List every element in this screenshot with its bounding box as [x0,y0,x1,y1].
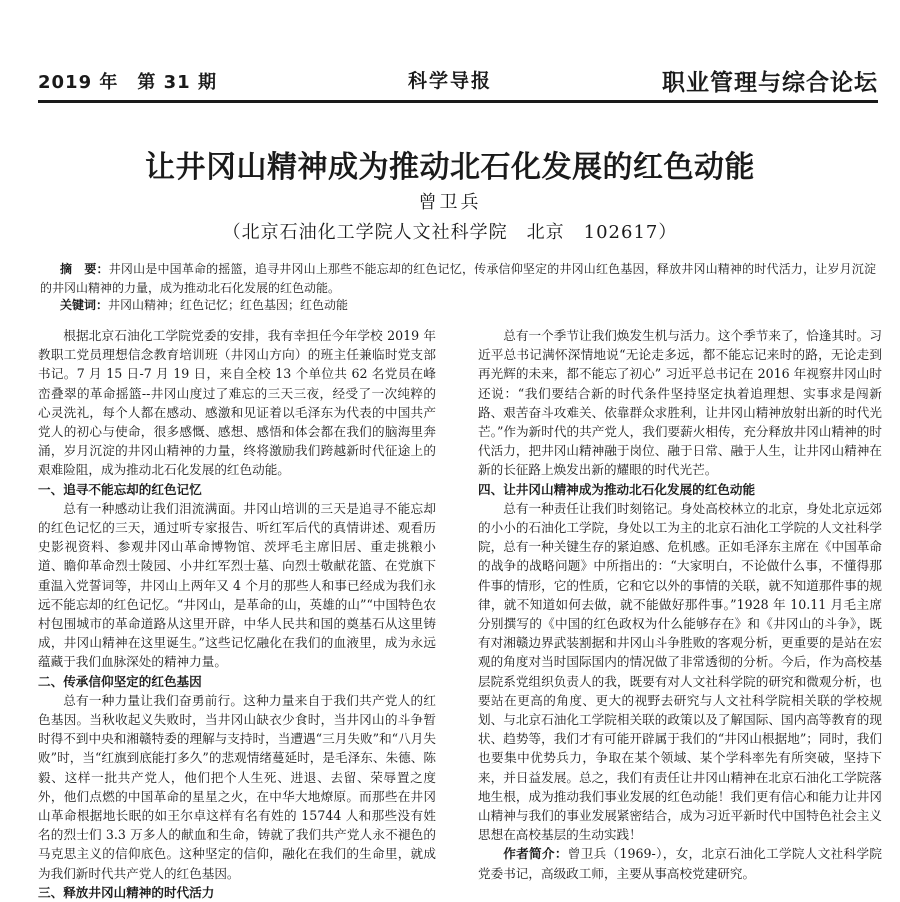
keywords-text: 井冈山精神；红色记忆；红色基因；红色动能 [108,298,349,312]
keywords [60,296,876,315]
abstract-label: 摘 要： [60,262,109,276]
author-info-label: 作者简介： [503,846,568,862]
section-heading: 三、释放井冈山精神的时代活力 [38,884,215,900]
author-info [478,844,882,882]
abstract-text: 井冈山是中国革命的摇篮，追寻井冈山上那些不能忘却的红色记忆，传承信仰坚定的井冈山红色基因，释放井冈山精神的时代活力，让岁月沉淀的井冈山精神的力量，成为推动北石化发展的红色动能。 [40,262,876,295]
article-title: 让井冈山精神成为推动北石化发展的红色动能 [145,150,755,185]
header-rule [38,100,878,103]
body-paragraph: 根据北京石油化工学院党委的安排，我有幸担任今年学校 2019 年教职工党员理想信念教育培训班（井冈山方向）的班主任兼临时党支部书记。7 月 15 日-7 月 19 日，来自全校 13 个单位共 62 名党员在峰峦叠翠的革命摇篮--井冈山度过了难忘的三天三夜，经受了一次纯粹的心灵洗礼，每个人都在感动、感激和见证着以毛泽东为代表的中国共产党人的初心与使命，很多感慨、感想、感悟和体会都在我们的脑海里奔涌，岁月沉淀的井冈山精神的力量，终将激励我们跨越新时代征途上的艰难险阻，成为推动北石化发展的红色动能。 [38,328,436,478]
article-author: 曾卫兵 [418,192,482,213]
section-heading: 二、传承信仰坚定的红色基因 [38,673,202,689]
body-paragraph: 总有一种责任让我们时刻铭记。身处高校林立的北京，身处北京远郊的小小的石油化工学院，身处以工为主的北京石油化工学院的人文社科学院，总有一种关键生存的紧迫感、危机感。正如毛泽东主席在《中国革命的战争的战略问题》中所指出的：“大家明白，不论做什么事，不懂得那件事的情形，它的性质，它和它以外的事情的关联，就不知道那件事的规律，就不知道如何去做，就不能做好那件事。”1928 年 10.11 月毛主席分别撰写的《中国的红色政权为什么能够存在》和《井冈山的斗争》，既有对湘赣边界武装割据和井冈山斗争胜败的客观分析，更重要的是站在宏观的角度对当时国际国内的情况做了非常透彻的分析。今后，作为高校基层院系党组织负责人的我，既要有对人文社科学院的研究和微观分析，也要站在更高的角度、更大的视野去研究与人文社科学院相关联的学校规划、与北京石油化工学院相关联的政策以及了解国际、国内高等教育的现状、趋势等，我们才有可能开辟属于我们的“井冈山根据地”；同时，我们也要集中优势兵力，争取在某个领域、某个学科率先有所突破，坚持下来，并日益发展。总之，我们有责任让井冈山精神在北京石油化工学院落地生根，成为推动我们事业发展的红色动能！我们更有信心和能力让井冈山精神与我们的事业发展紧密结合，成为习近平新时代中国特色社会主义思想在高校基层的生动实践！ [478,500,882,843]
author-info-text: 曾卫兵（1969-），女，北京石油化工学院人文社科学院党委书记，高级政工师，主要从事高校党建研究。 [478,846,882,881]
section-name: 职业管理与综合论坛 [662,70,878,96]
body-column-left [38,326,436,902]
keywords-label: 关键词： [60,298,109,312]
article-affiliation: （北京石油化工学院人文社科学院 北京 102617） [222,222,678,243]
body-paragraph: 总有一种感动让我们泪流满面。井冈山培训的三天是追寻不能忘却的红色记忆的三天，通过听专家报告、听红军后代的真情讲述、观看历史影视资料、参观井冈山革命博物馆、茨坪毛主席旧居、重走挑粮小道、瞻仰革命烈士陵园、小井红军烈士墓、向烈士敬献花篮、在党旗下重温入党誓词等，井冈山上两年又 4 个月的那些人和事已经成为我们永远不能忘却的红色记忆。“井冈山，是革命的山，英雄的山”“中国特色农村包围城市的革命道路从这里开辟，中华人民共和国的奠基石从这里铸成，井冈山精神在这里诞生。”这些记忆融化在我们的血液里，成为永远蕴藏于我们血脉深处的精神力量。 [38,500,436,670]
issue-label: 2019 年 第 31 期 [38,72,217,93]
running-header [38,62,878,98]
journal-name: 科学导报 [408,70,493,92]
body-paragraph: 总有一个季节让我们焕发生机与活力。这个季节来了，恰逢其时。习近平总书记满怀深情地说“无论走多远，都不能忘记来时的路，无论走到再光辉的未来，都不能忘了初心” 习近平总书记在 2016 年视察井冈山时还说：“我们要结合新的时代条件坚持坚定执着追理想、实事求是闯新路、艰苦奋斗攻难关、依靠群众求胜利，让井冈山精神放射出新的时代光芒。”作为新时代的共产党人，我们要薪火相传，充分释放井冈山精神的时代活力，把井冈山精神融于岗位、融于日常、融于人生，让井冈山精神在新的长征路上焕发出新的耀眼的时代光芒。 [478,328,882,478]
abstract [40,260,876,298]
section-heading: 一、追寻不能忘却的红色记忆 [38,481,202,497]
body-paragraph: 总有一种力量让我们奋勇前行。这种力量来自于我们共产党人的红色基因。当秋收起义失败时，当井冈山缺衣少食时，当井冈山的斗争暂时得不到中央和湘赣特委的理解与支持时，当遭遇“三月失败”和“八月失败”时，当“红旗到底能打多久”的悲观情绪蔓延时，是毛泽东、朱德、陈毅、这样一批共产党人，他们把个人生死、进退、去留、荣辱置之度外，他们点燃的中国革命的星星之火，在中华大地燎原。而那些在井冈山革命根据地长眠的如王尔卓这样有名有姓的 15744 人和那些没有姓名的烈士们 3.3 万多人的献血和生命，铸就了我们共产党人永不褪色的马克思主义的信仰底色。这种坚定的信仰，融化在我们的生命里，就成为我们新时代共产党人的红色基因。 [38,692,436,881]
body-column-right [478,326,882,883]
section-heading: 四、让井冈山精神成为推动北石化发展的红色动能 [478,481,756,497]
